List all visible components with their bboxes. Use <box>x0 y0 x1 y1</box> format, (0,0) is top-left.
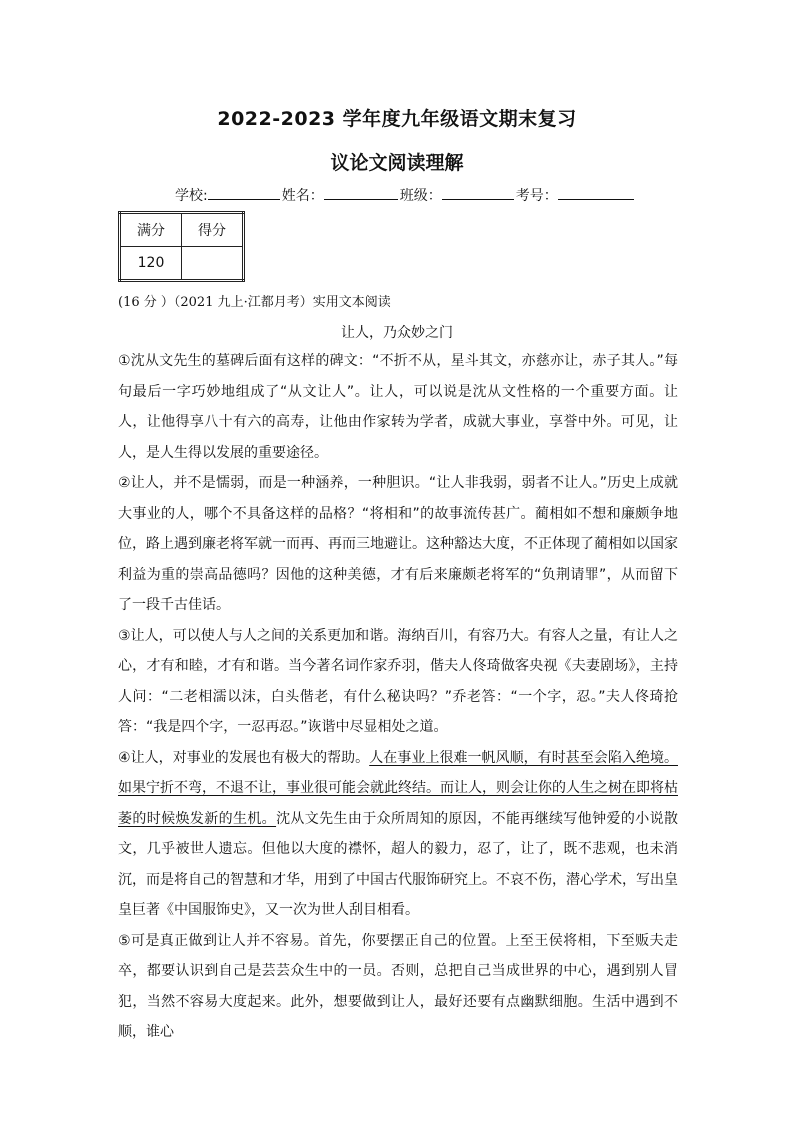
school-label: 学校: <box>175 188 208 204</box>
full-score-value: 120 <box>120 247 182 281</box>
school-field[interactable] <box>208 185 280 200</box>
got-score-header: 得分 <box>182 213 244 247</box>
name-field[interactable] <box>324 185 398 200</box>
page-title: 2022-2023 学年度九年级语文期末复习 <box>217 108 577 130</box>
class-field[interactable] <box>442 185 514 200</box>
exam-number-label: 考号： <box>515 188 558 204</box>
article-title: 让人，乃众妙之门 <box>341 325 453 341</box>
paragraph-1: ①沈从文先生的墓碑后面有这样的碑文：“不折不从，星斗其文，亦慈亦让，赤子其人。”每句最后一字巧妙地组成了“从文让人”。让人，可以说是沈从文性格的一个重要方面。让人，让他得享八十有六的高寿，让他由作家转为学者，成就大事业，享誉中外。可见，让人，是人生得以发展的重要途径。 <box>118 353 678 461</box>
student-info-line <box>175 185 636 205</box>
class-label: 班级： <box>399 188 442 204</box>
paragraph-4-rest: 沈从文先生由于众所周知的原因，不能再继续写他钟爱的小说散文，几乎被世人遗忘。但他以大度的襟怀，超人的毅力，忍了，让了，既不悲观，也未消沉，而是将自己的智慧和才华，用到了中国古代服饰研究上。不哀不伤，潜心学术，写出皇皇巨著《中国服饰史》，又一次为世人刮目相看。 <box>118 810 679 918</box>
paragraph-2: ②让人，并不是懦弱，而是一种涵养，一种胆识。“让人非我弱，弱者不让人。”历史上成就大事业的人，哪个不具备这样的品格？“将相和”的故事流传甚广。蔺相如不想和廉颇争地位，路上遇到廉老将军就一而再、再而三地避让。这种豁达大度，不正体现了蔺相如以国家利益为重的崇高品德吗？因他的这种美德，才有后来廉颇老将军的“负荆请罪”，从而留下了一段千古佳话。 <box>118 475 678 613</box>
page-subtitle: 议论文阅读理解 <box>330 152 464 174</box>
got-score-cell[interactable] <box>182 247 244 281</box>
paragraph-4-underlined: 人在事业上很难一帆风顺，有时甚至会陷入绝境。如果宁折不弯，不退不让，事业很可能会就此终结。而让人，则会让你的人生之树在即将枯萎的时候焕发新的生机。 <box>118 749 678 827</box>
paragraph-4-lead: ④让人，对事业的发展也有极大的帮助。 <box>118 749 370 766</box>
name-label: 姓名： <box>281 188 324 204</box>
question-heading: (16 分 ）（2021 九上·江都月考）实用文本阅读 <box>118 295 391 310</box>
full-score-header: 满分 <box>120 213 182 247</box>
article-body <box>118 346 678 1048</box>
paragraph-5: ⑤可是真正做到让人并不容易。首先，你要摆正自己的位置。上至王侯将相，下至贩夫走卒，都要认识到自己是芸芸众生中的一员。否则，总把自己当成世界的中心，遇到别人冒犯，当然不容易大度起来。此外，想要做到让人，最好还要有点幽默细胞。生活中遇到不顺，谁心 <box>118 932 678 1040</box>
score-table <box>118 211 245 282</box>
paragraph-3: ③让人，可以使人与人之间的关系更加和谐。海纳百川，有容乃大。有容人之量，有让人之心，才有和睦，才有和谐。当今著名词作家乔羽，偕夫人佟琦做客央视《夫妻剧场》，主持人问：“二老相濡以沫，白头偕老，有什么秘诀吗？”乔老答：“一个字，忍。”夫人佟琦抢答：“我是四个字，一忍再忍。”诙谐中尽显相处之道。 <box>118 627 678 735</box>
paragraph-4 <box>118 743 678 926</box>
exam-number-field[interactable] <box>558 185 634 200</box>
